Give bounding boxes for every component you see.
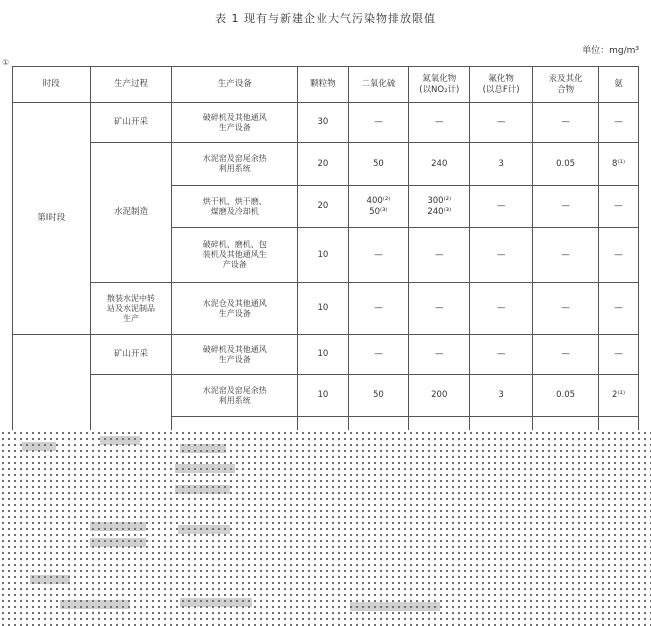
ammonia-cell: — [599,228,639,283]
header-period: 时段 [13,67,91,103]
period-cell: 第Ⅰ时段 [13,103,91,335]
nox-cell: — [409,103,470,143]
table-row [13,375,639,417]
equipment-cell: 水泥仓及其他通风 生产设备 [172,283,298,335]
so2-cell: 50 [348,375,409,417]
equipment-cell: 破碎机及其他通风 生产设备 [172,335,298,375]
nox-cell: 300⁽²⁾ 240⁽³⁾ [409,186,470,228]
nox-cell: 240 [409,143,470,186]
header-mercury: 汞及其化 合物 [533,67,599,103]
fluoride-cell: — [470,283,533,335]
header-process: 生产过程 [90,67,172,103]
pm-cell: 10 [298,335,348,375]
so2-cell: 400⁽²⁾ 50⁽³⁾ [348,186,409,228]
so2-cell: — [348,228,409,283]
mercury-cell: — [533,228,599,283]
header-fluoride: 氟化物 (以总F计) [470,67,533,103]
table-row [13,335,639,375]
header-nox: 氮氧化物 (以NO₂计) [409,67,470,103]
pm-cell: 10 [298,228,348,283]
emission-limits-table [12,66,639,457]
mercury-cell: — [533,103,599,143]
table-row [13,283,639,335]
nox-cell: 200 [409,375,470,417]
header-pm: 颗粒物 [298,67,348,103]
pm-cell: 20 [298,186,348,228]
header-ammonia: 氨 [599,67,639,103]
mercury-cell: — [533,283,599,335]
header-row [13,67,639,103]
so2-cell: — [348,283,409,335]
nox-cell: — [409,283,470,335]
mercury-cell: 0.05 [533,143,599,186]
equipment-cell: 烘干机、烘干磨、 煤磨及冷却机 [172,186,298,228]
so2-cell: — [348,335,409,375]
so2-cell: — [348,103,409,143]
ammonia-cell: — [599,103,639,143]
nox-cell: — [409,228,470,283]
process-cell: 矿山开采 [90,335,172,375]
equipment-cell: 水泥窑及窑尾余热 利用系统 [172,375,298,417]
fluoride-cell: — [470,186,533,228]
ammonia-cell: — [599,186,639,228]
nox-cell: — [409,335,470,375]
ammonia-cell: 8⁽¹⁾ [599,143,639,186]
pm-cell: 20 [298,143,348,186]
process-cell: 水泥制造 [90,143,172,283]
equipment-cell: 水泥窑及窑尾余热 利用系统 [172,143,298,186]
ammonia-cell: — [599,335,639,375]
fluoride-cell: 3 [470,375,533,417]
table-title: 表 1 现有与新建企业大气污染物排放限值 [215,12,436,25]
fluoride-cell: — [470,228,533,283]
mercury-cell: — [533,335,599,375]
so2-cell: 50 [348,143,409,186]
pm-cell: 10 [298,375,348,417]
equipment-cell: 破碎机、磨机、包 装机及其他通风生 产设备 [172,228,298,283]
process-cell: 散装水泥中转 站及水泥制品 生产 [90,283,172,335]
mercury-cell: 0.05 [533,375,599,417]
header-so2: 二氧化硫 [348,67,409,103]
table-row [13,143,639,186]
table-row [13,103,639,143]
ammonia-cell: 2⁽¹⁾ [599,375,639,417]
corner-mark: ① [2,58,10,67]
equipment-cell: 破碎机及其他通风 生产设备 [172,103,298,143]
ammonia-cell: — [599,283,639,335]
pm-cell: 30 [298,103,348,143]
unit-label: 单位：mg/m³ [582,46,639,56]
process-cell: 矿山开采 [90,103,172,143]
header-equipment: 生产设备 [172,67,298,103]
fluoride-cell: — [470,103,533,143]
fluoride-cell: — [470,335,533,375]
pm-cell: 10 [298,283,348,335]
mercury-cell: — [533,186,599,228]
dotted-overlay [0,430,651,626]
fluoride-cell: 3 [470,143,533,186]
